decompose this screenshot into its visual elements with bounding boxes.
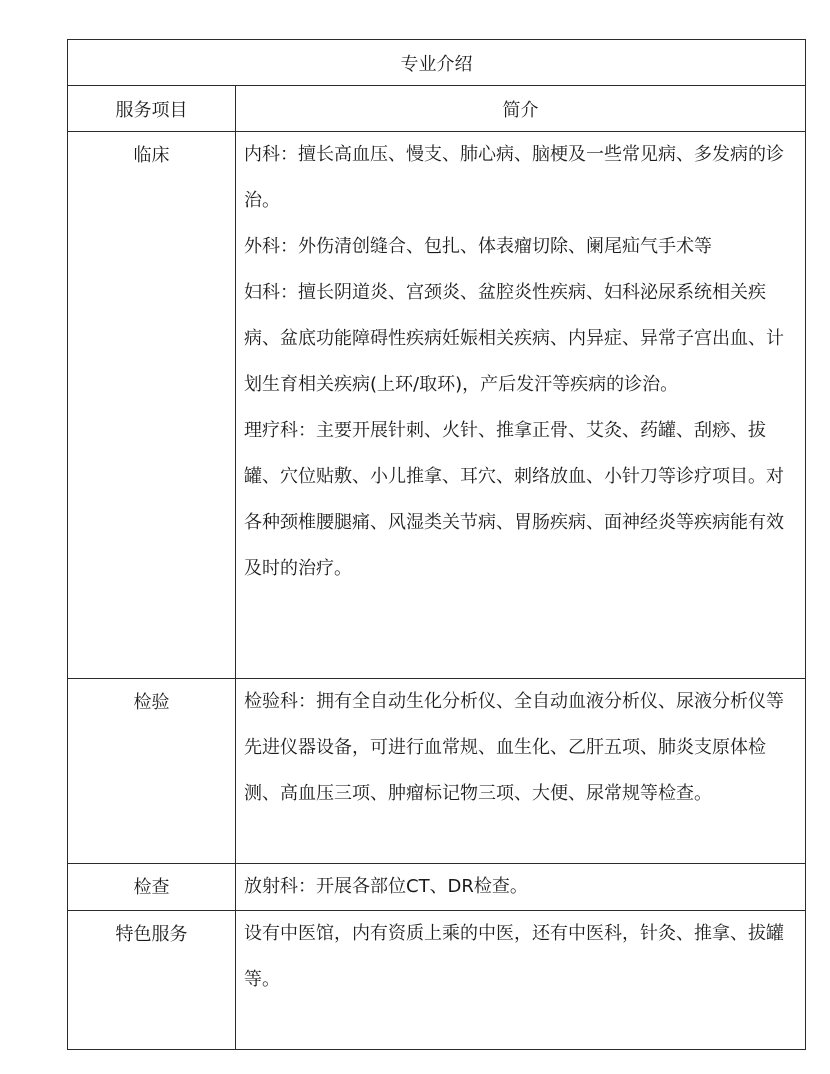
para-physiotherapy: 理疗科：主要开展针刺、火针、推拿正骨、艾灸、药罐、刮痧、拔罐、穴位贴敷、小儿推拿、耳穴、刺络放血、小针刀等诊疗项目。对各种颈椎腰腿痛、风湿类关节病、胃肠疾病、面神经炎等疾病能有效及时的治疗。: [244, 420, 784, 579]
specialty-intro-table: [67, 39, 806, 1050]
row-name-lab: 检验: [68, 679, 236, 864]
row-name-special: 特色服务: [68, 911, 236, 1050]
table-row: [68, 911, 806, 1050]
table-row: [68, 132, 806, 679]
para-tcm: 设有中医馆，内有资质上乘的中医，还有中医科，针灸、推拿、拔罐等。: [244, 923, 784, 990]
row-desc-special: [236, 911, 806, 1050]
para-gynecology: 妇科：擅长阴道炎、宫颈炎、盆腔炎性疾病、妇科泌尿系统相关疾病、盆底功能障碍性疾病妊娠相关疾病、内异症、异常子宫出血、计划生育相关疾病(上环/取环)，产后发汗等疾病的诊治。: [244, 282, 784, 395]
table-row: [68, 679, 806, 864]
header-intro: 简介: [236, 86, 806, 132]
row-desc-exam: [236, 864, 806, 911]
row-desc-clinical: [236, 132, 806, 679]
row-name-exam: 检查: [68, 864, 236, 911]
header-service-item: 服务项目: [68, 86, 236, 132]
para-surgery: 外科：外伤清创缝合、包扎、体表瘤切除、阑尾疝气手术等: [244, 236, 712, 257]
table-row: [68, 864, 806, 911]
para-radiology: 放射科：开展各部位CT、DR检查。: [244, 876, 528, 897]
table-title: 专业介绍: [68, 40, 806, 86]
row-desc-lab: [236, 679, 806, 864]
para-internal-medicine: 内科：擅长高血压、慢支、肺心病、脑梗及一些常见病、多发病的诊治。: [244, 144, 784, 211]
row-name-clinical: 临床: [68, 132, 236, 679]
para-laboratory: 检验科：拥有全自动生化分析仪、全自动血液分析仪、尿液分析仪等先进仪器设备，可进行血常规、血生化、乙肝五项、肺炎支原体检测、高血压三项、肿瘤标记物三项、大便、尿常规等检查。: [244, 691, 784, 804]
